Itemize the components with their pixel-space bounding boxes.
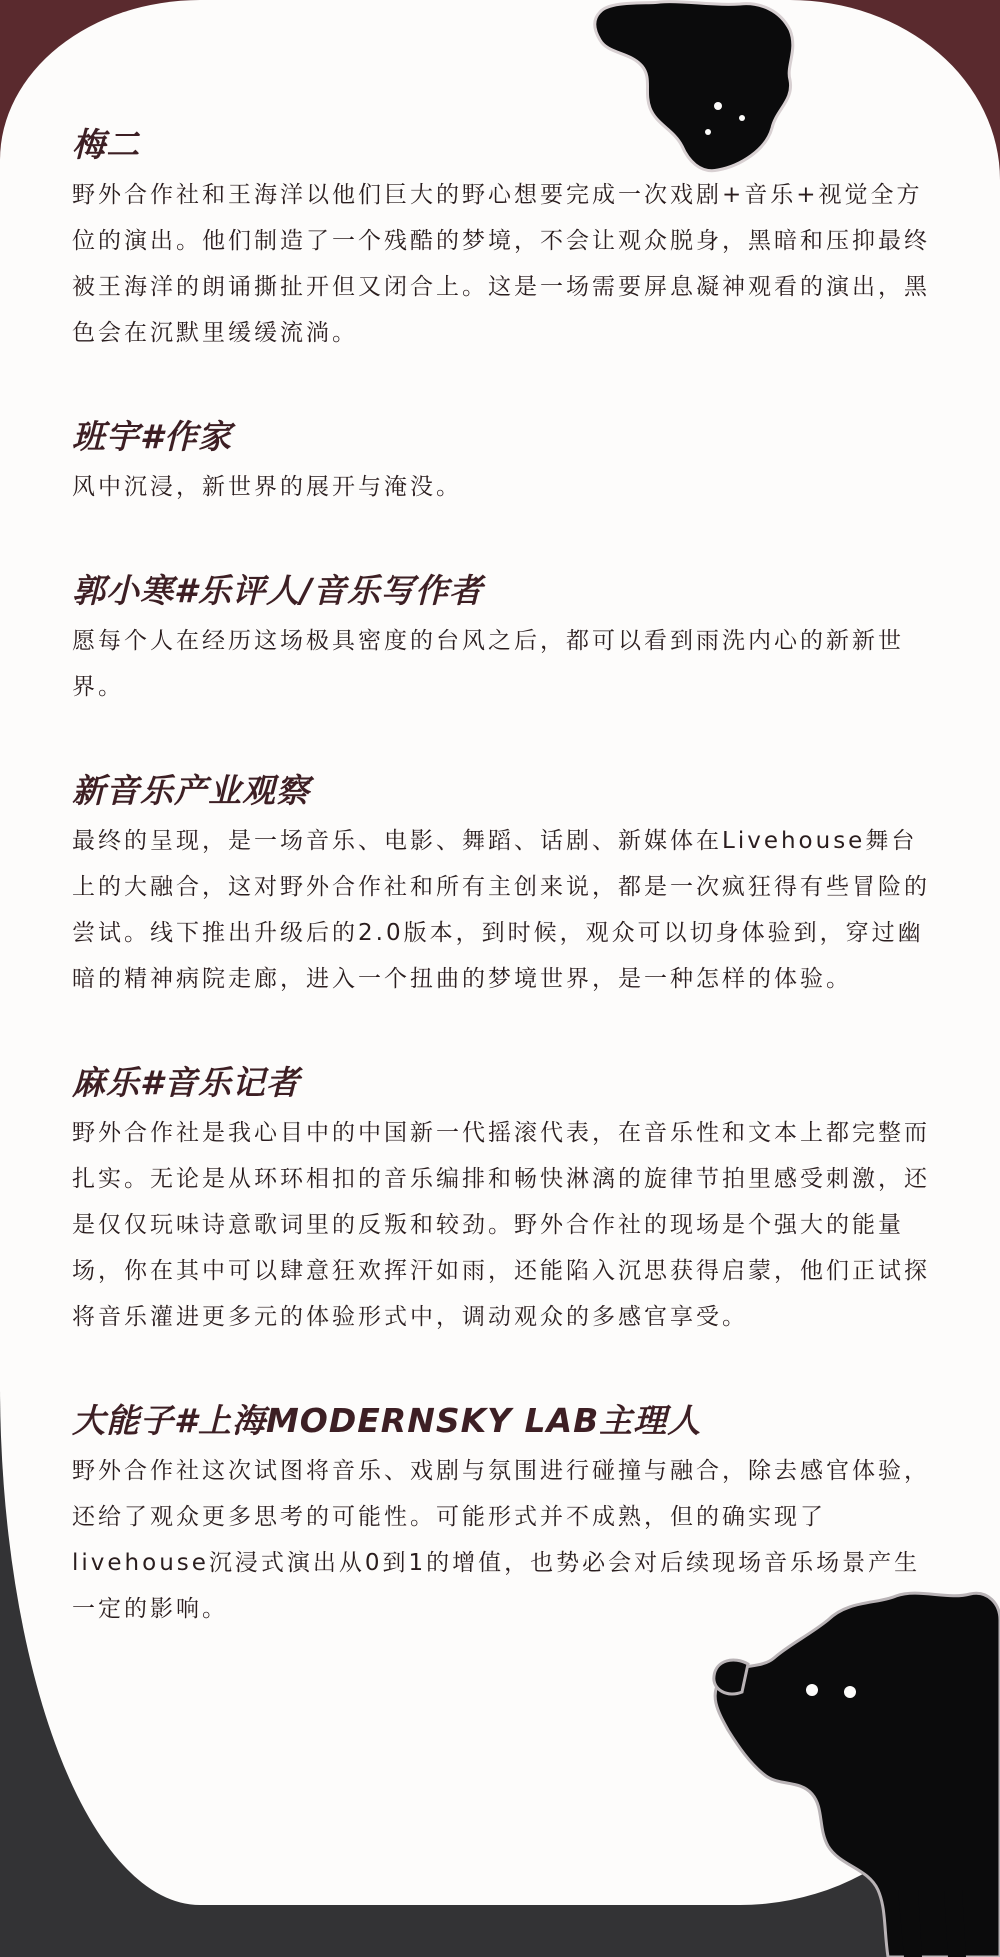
review-body: 野外合作社和王海洋以他们巨大的野心想要完成一次戏剧+音乐+视觉全方位的演出。他们制造了一个残酷的梦境，不会让观众脱身，黑暗和压抑最终被王海洋的朗诵撕扯开但又闭合上。这是一场需要屏息凝神观看的演出，黑色会在沉默里缓缓流淌。 [72,182,930,346]
review-heading: 班宇#作家 [72,417,232,456]
review-section [72,124,932,356]
review-section [72,570,932,710]
review-body: 风中沉浸，新世界的展开与淹没。 [72,474,462,500]
review-section [72,1400,932,1632]
review-heading: 郭小寒#乐评人/音乐写作者 [72,571,484,610]
review-section [72,416,932,510]
review-body: 野外合作社这次试图将音乐、戏剧与氛围进行碰撞与融合，除去感官体验，还给了观众更多思考的可能性。可能形式并不成熟，但的确实现了livehouse沉浸式演出从0到1的增值，也势必会对后续现场音乐场景产生一定的影响。 [72,1458,930,1622]
review-heading: 新音乐产业观察 [72,771,310,810]
review-body: 野外合作社是我心目中的中国新一代摇滚代表，在音乐性和文本上都完整而扎实。无论是从环环相扣的音乐编排和畅快淋漓的旋律节拍里感受刺激，还是仅仅玩味诗意歌词里的反叛和较劲。野外合作社的现场是个强大的能量场，你在其中可以肆意狂欢挥汗如雨，还能陷入沉思获得启蒙，他们正试探将音乐灌进更多元的体验形式中，调动观众的多感官享受。 [72,1120,930,1330]
review-heading: 梅二 [72,125,140,164]
reviews-content [72,124,932,1692]
review-body: 愿每个人在经历这场极具密度的台风之后，都可以看到雨洗内心的新新世界。 [72,628,904,700]
review-section [72,1062,932,1340]
review-section [72,770,932,1002]
review-heading: 大能子#上海MODERNSKY LAB主理人 [72,1401,702,1440]
review-heading: 麻乐#音乐记者 [72,1063,300,1102]
review-body: 最终的呈现，是一场音乐、电影、舞蹈、话剧、新媒体在Livehouse舞台上的大融合，这对野外合作社和所有主创来说，都是一次疯狂得有些冒险的尝试。线下推出升级后的2.0版本，到时候，观众可以切身体验到，穿过幽暗的精神病院走廊，进入一个扭曲的梦境世界，是一种怎样的体验。 [72,828,930,992]
